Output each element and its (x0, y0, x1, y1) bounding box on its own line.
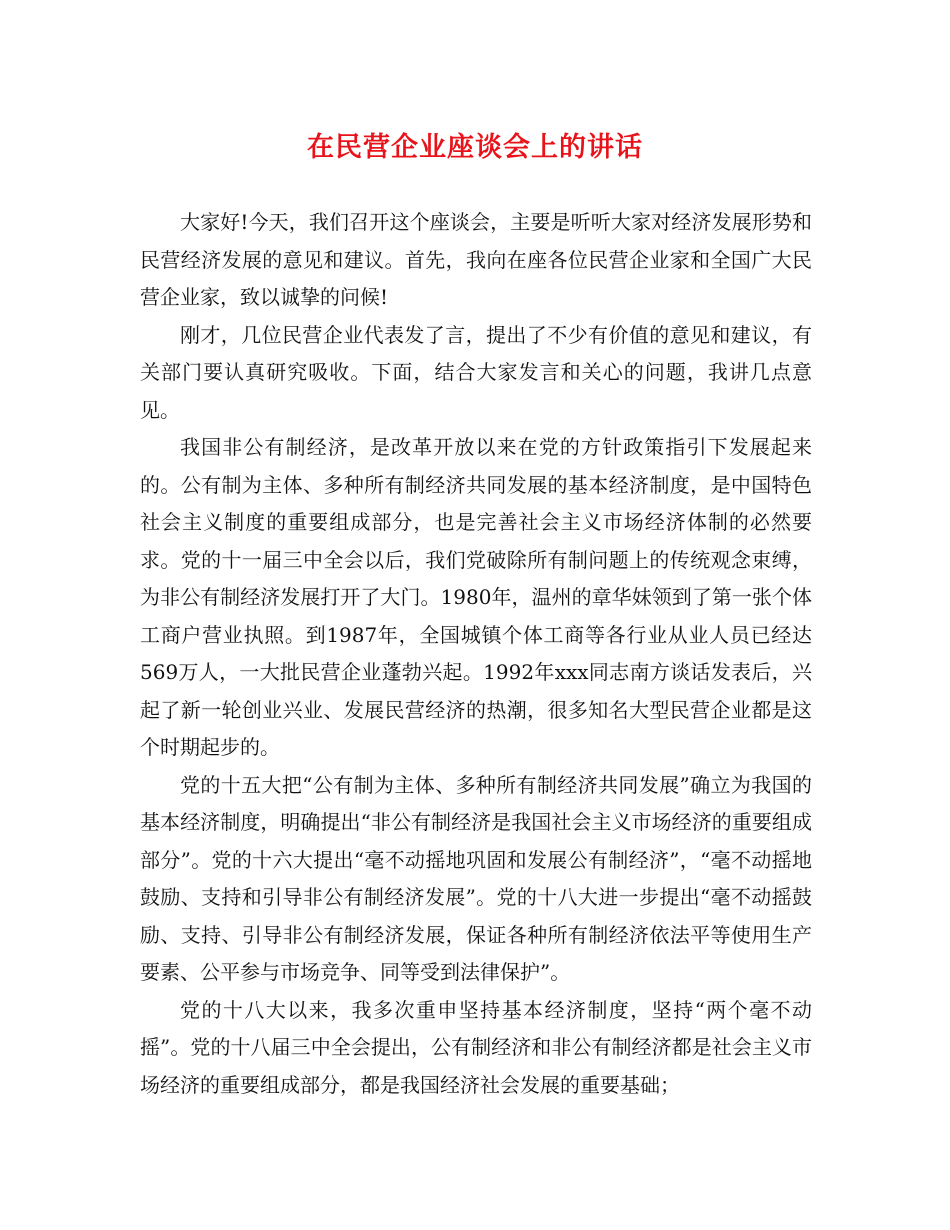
paragraph-2: 刚才，几位民营企业代表发了言，提出了不少有价值的意见和建议，有关部门要认真研究吸收。下面，结合大家发言和关心的问题，我讲几点意见。 (140, 322, 812, 422)
document-body (140, 204, 812, 1104)
paragraph-3: 我国非公有制经济，是改革开放以来在党的方针政策指引下发展起来的。公有制为主体、多种所有制经济共同发展的基本经济制度，是中国特色社会主义制度的重要组成部分，也是完善社会主义市场经济体制的必然要求。党的十一届三中全会以后，我们党破除所有制问题上的传统观念束缚，为非公有制经济发展打开了大门。1980年，温州的章华妹领到了第一张个体工商户营业执照。到1987年，全国城镇个体工商等各行业从业人员已经达569万人，一大批民营企业蓬勃兴起。1992年xxx同志南方谈话发表后，兴起了新一轮创业兴业、发展民营经济的热潮，很多知名大型民营企业都是这个时期起步的。 (140, 435, 812, 759)
paragraph-5: 党的十八大以来，我多次重申坚持基本经济制度，坚持“两个毫不动摇”。党的十八届三中全会提出，公有制经济和非公有制经济都是社会主义市场经济的重要组成部分，都是我国经济社会发展的重要基础； (140, 997, 812, 1097)
document-title: 在民营企业座谈会上的讲话 (307, 132, 643, 163)
paragraph-4: 党的十五大把“公有制为主体、多种所有制经济共同发展”确立为我国的基本经济制度，明确提出“非公有制经济是我国社会主义市场经济的重要组成部分”。党的十六大提出“毫不动摇地巩固和发展公有制经济”，“毫不动摇地鼓励、支持和引导非公有制经济发展”。党的十八大进一步提出“毫不动摇鼓励、支持、引导非公有制经济发展，保证各种所有制经济依法平等使用生产要素、公平参与市场竞争、同等受到法律保护”。 (140, 772, 812, 984)
paragraph-1: 大家好!今天，我们召开这个座谈会，主要是听听大家对经济发展形势和民营经济发展的意见和建议。首先，我向在座各位民营企业家和全国广大民营企业家，致以诚挚的问候! (140, 210, 812, 309)
